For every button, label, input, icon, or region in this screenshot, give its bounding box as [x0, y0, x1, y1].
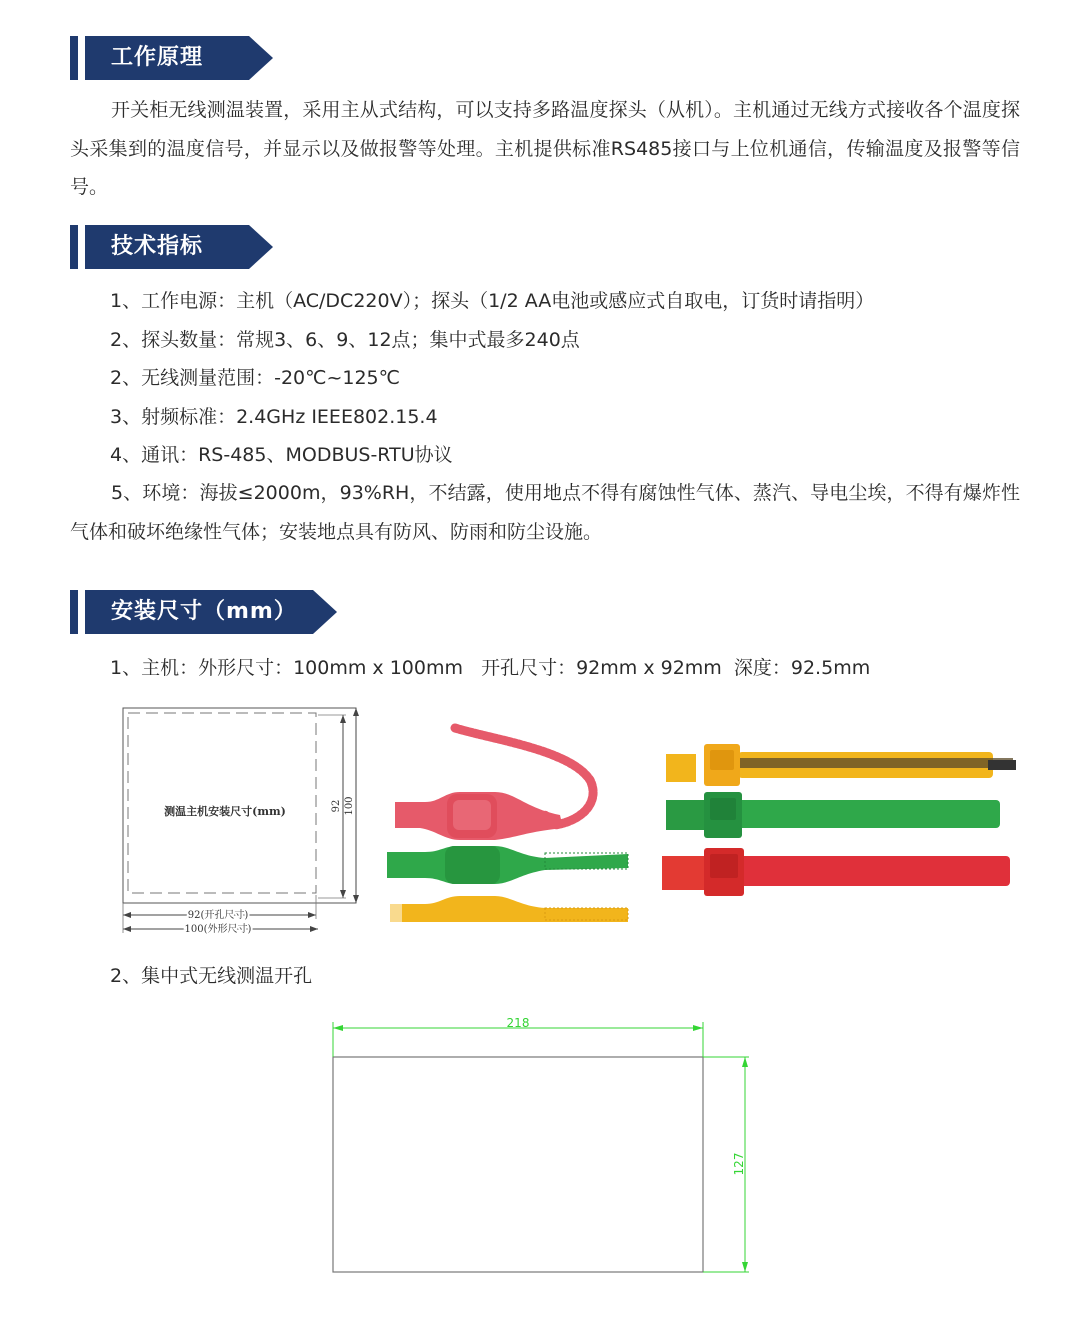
header-accent-bar [70, 590, 78, 634]
probe-band-photo [658, 740, 1018, 900]
yellow-probe-body [390, 896, 628, 922]
header-accent-bar [70, 36, 78, 80]
central-cutout-outline [333, 1057, 703, 1272]
dim-100-horizontal: 100(外形尺寸) [184, 924, 252, 935]
central-cutout-drawing [325, 1012, 755, 1280]
green-probe-body [387, 846, 628, 884]
host-dimension-drawing [118, 703, 368, 938]
central-width-label: 218 [506, 1016, 530, 1030]
install-host-line: 1、主机：外形尺寸：100mm x 100mm 开孔尺寸：92mm x 92mm 深度：92.5mm [110, 657, 871, 679]
red-band [738, 856, 1010, 886]
spec-item-environment: 5、环境：海拔≤2000m，93%RH，不结露，使用地点不得有腐蚀性气体、蒸汽、导电尘埃，不得有爆炸性气体和破坏绝缘性气体；安装地点具有防风、防雨和防尘设施。 [70, 482, 1020, 543]
spec-item-probe-count: 2、探头数量：常规3、6、9、12点；集中式最多240点 [110, 329, 580, 351]
dim-92-horizontal: 92(开孔尺寸) [187, 910, 249, 921]
header-accent-bar [70, 225, 78, 269]
principle-paragraph: 开关柜无线测温装置，采用主从式结构，可以支持多路温度探头（从机）。主机通过无线方式接收各个温度探头采集到的温度信号，并显示以及做报警等处理。主机提供标准RS485接口与上位机通信，传输温度及报警等信号。 [70, 99, 1020, 198]
green-band [738, 800, 1000, 828]
section-title-install: 安装尺寸（mm） [85, 590, 313, 634]
dim-92-vertical: 92 [331, 799, 342, 813]
dim-100-vertical: 100 [344, 796, 355, 816]
spec-item-range: 2、无线测量范围：-20℃~125℃ [110, 367, 400, 389]
section-title-principle: 工作原理 [85, 36, 249, 80]
probe-strap-photo [385, 720, 630, 925]
central-height-label: 127 [732, 1152, 746, 1176]
section-title-specs: 技术指标 [85, 225, 249, 269]
spec-item-rf: 3、射频标准：2.4GHz IEEE802.15.4 [110, 406, 438, 428]
host-cutout-outline [128, 713, 316, 893]
spec-item-comm: 4、通讯：RS-485、MODBUS-RTU协议 [110, 444, 453, 466]
install-central-line: 2、集中式无线测温开孔 [110, 965, 313, 987]
host-drawing-label: 测温主机安装尺寸(mm) [164, 805, 286, 818]
spec-item-power: 1、工作电源：主机（AC/DC220V）；探头（1/2 AA电池或感应式自取电，订货时请指明） [110, 290, 875, 312]
